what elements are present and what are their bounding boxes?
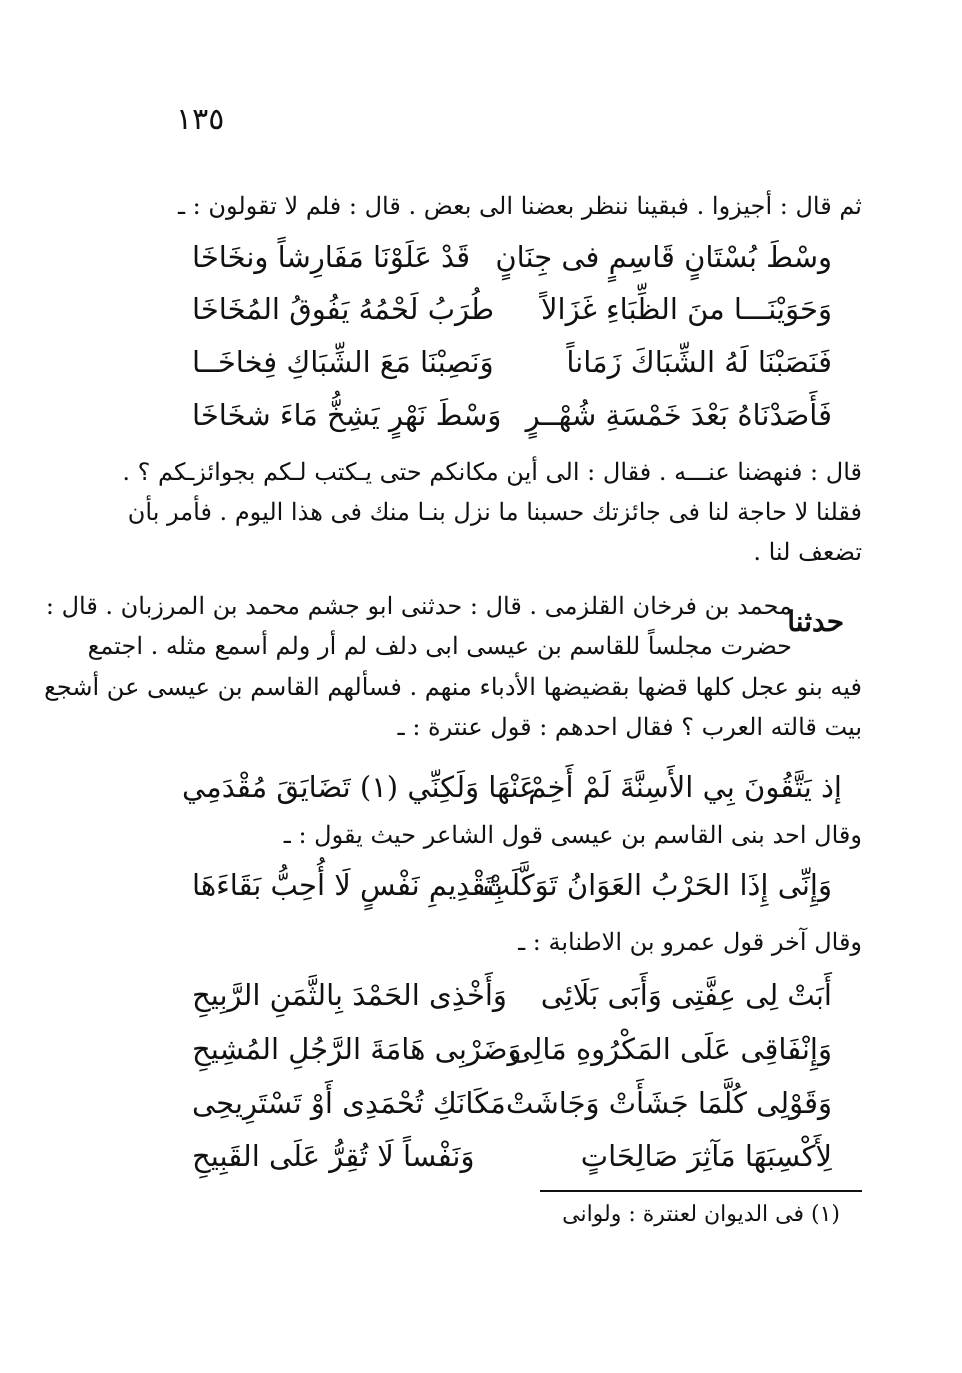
hemistich-first: وَإِنْفَاقِى عَلَى المَكْرُوهِ مَالِى xyxy=(509,1032,832,1066)
page-number: ١٣٥ xyxy=(176,102,225,137)
hemistich-first: وسْطَ بُسْتَانٍ قَاسِمٍ فى جِنَانٍ xyxy=(495,240,832,274)
hadathana-paragraph xyxy=(45,586,862,666)
paragraph-line: قال : فنهضنا عنـــه . فقال : الى أين مكانكم حتى يـكتب لـكم بجوائزـكم ؟ . xyxy=(122,458,862,486)
hemistich-second: طُرَبُ لَحْمُهُ يَفُوقُ المُخَاخَا xyxy=(192,292,495,326)
poem1-verse xyxy=(192,292,832,344)
paragraph-4 xyxy=(152,922,862,962)
paragraph-line: فقلنا لا حاجة لنا فى جائزتك حسبنا ما نزل بنـا منك فى هذا اليوم . فأمر بأن xyxy=(127,498,862,526)
hemistich-second: قَدْ عَلَوْنَا مَفَارِشاً ونخَاخَا xyxy=(192,240,471,274)
intro-line xyxy=(152,186,862,226)
hemistich-first: إذ يَتَّقُونَ بِي الأَسِنَّةَ لَمْ أَخِمْ xyxy=(528,770,842,804)
footnote: (١) فى الديوان لعنترة : ولوانى xyxy=(562,1202,840,1227)
hemistich-second: عَنْهَا وَلَكِنِّي (١) تَضَايَقَ مُقْدَمِي xyxy=(182,770,537,804)
hemistich-first: لِأَكْسِبَهَا مَآثِرَ صَالِحَاتٍ xyxy=(580,1139,832,1173)
hemistich-second: وَضَرْبِى هَامَةَ الرَّجُلِ المُشِيحِ xyxy=(192,1032,522,1066)
poem2-verse xyxy=(192,1086,832,1138)
hemistich-first: وَقَوْلِى كُلَّمَا جَشَأَتْ وَجَاشَتْ xyxy=(506,1086,832,1120)
hemistich-first: وَإِنِّى إِذَا الحَرْبُ العَوَانُ تَوَكَّلَتْ xyxy=(482,868,832,902)
poem2-verse xyxy=(192,978,832,1030)
paragraph-3 xyxy=(152,815,862,855)
paragraph-line: وقال احد بنى القاسم بن عيسى قول الشاعر حيث يقول : ـ xyxy=(283,821,862,849)
hemistich-first: فَنَصَبْنَا لَهُ الشِّبَاكَ زَمَاناً xyxy=(566,345,832,379)
intro-text: ثم قال : أجيزوا . فبقينا ننظر بعضنا الى بعض . قال : فلم لا تقولون : ـ xyxy=(178,192,862,220)
poem1-verse xyxy=(192,398,832,450)
poem2-verse xyxy=(192,1139,832,1191)
poem2-verse xyxy=(192,1032,832,1084)
hemistich-first: فَأَصَدْنَاهُ بَعْدَ خَمْسَةِ شُهْــرٍ xyxy=(525,398,832,432)
paragraph-1 xyxy=(122,452,862,572)
paragraph-line: محمد بن فرخان القلزمى . قال : حدثنى ابو جشم محمد بن المرزبان . قال : xyxy=(45,592,792,620)
verse-2 xyxy=(192,868,832,920)
hemistich-second: مَكَانَكِ تُحْمَدِى أَوْ تَسْتَرِيحِى xyxy=(192,1086,506,1120)
poem1-verse xyxy=(192,240,832,292)
hemistich-first: وَحَوَيْنَـــا منَ الظِّبَاءِ غَزَالاً xyxy=(541,292,832,326)
paragraph-line: حضرت مجلساً للقاسم بن عيسى ابى دلف لم أر ولم أسمع مثله . اجتمع xyxy=(87,632,792,660)
paragraph-line: وقال آخر قول عمرو بن الاطنابة : ـ xyxy=(518,928,862,956)
hadathana-heading: حدثنا xyxy=(787,605,844,638)
poem1-verse xyxy=(192,345,832,397)
hemistich-second: وَسْطَ نَهْرٍ يَشِخُّ مَاءَ شخَاخَا xyxy=(192,398,502,432)
paragraph-line: فيه بنو عجل كلها قضها بقضيضها الأدباء منهم . فسألهم القاسم بن عيسى عن أشجع xyxy=(44,673,862,701)
paragraph-line: تضعف لنا . xyxy=(753,538,862,566)
hemistich-first: أَبَتْ لِى عِفَّتِى وَأَبَى بَلَائِى xyxy=(540,978,832,1012)
hemistich-second: وَنَفْساً لَا تُقِرُّ عَلَى القَبِيحِ xyxy=(192,1139,475,1173)
footnote-rule xyxy=(540,1190,862,1192)
hemistich-second: وَأَخْذِى الحَمْدَ بِالثَّمَنِ الرَّبِيحِ xyxy=(192,978,507,1012)
paragraph-line: بيت قالته العرب ؟ فقال احدهم : قول عنترة : ـ xyxy=(397,713,862,741)
hemistich-second: بِتَقْدِيمِ نَفْسٍ لَا أُحِبُّ بَقَاءَهَا xyxy=(192,868,504,902)
paragraph-2 xyxy=(44,667,862,747)
hemistich-second: وَنَصِبْنَا مَعَ الشِّبَاكِ فِخاخَــا xyxy=(192,345,494,379)
